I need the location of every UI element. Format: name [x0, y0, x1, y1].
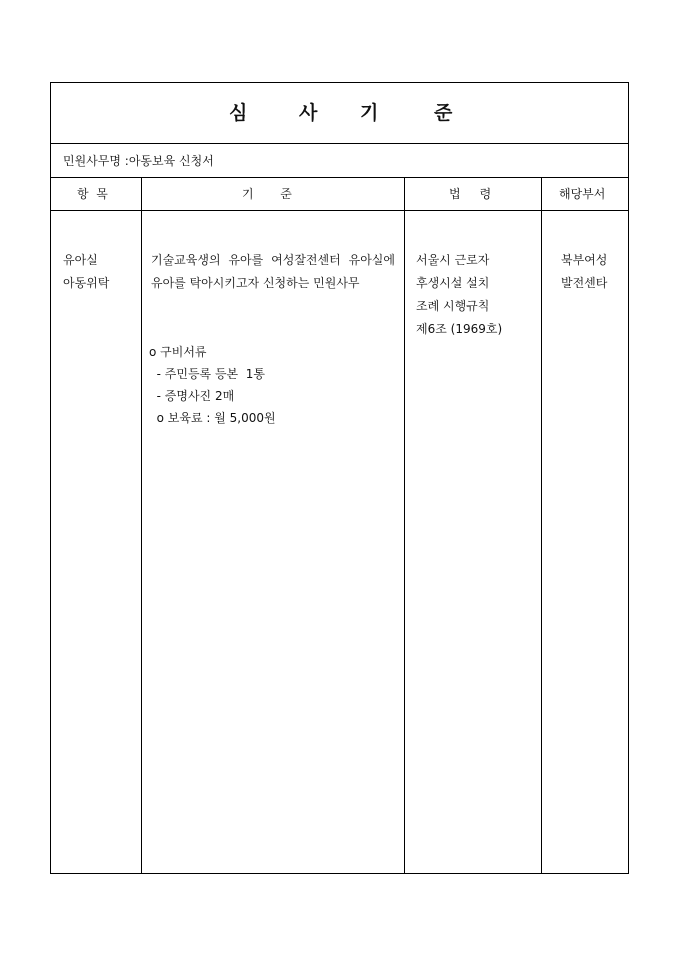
law-line-3: 조례 시행규칙: [416, 299, 490, 313]
title-char-2: 사: [299, 102, 318, 124]
column-divider-1: [141, 178, 142, 873]
document-item: - 주민등록 등본 1통: [149, 367, 265, 381]
civil-affair-line: [63, 153, 214, 169]
law-line-4: 제6조 (1969호): [416, 322, 503, 336]
title-char-3: 기: [360, 102, 379, 124]
law-line-1: 서울시 근로자: [416, 253, 490, 267]
civil-affair-label: 민원사무명: [63, 154, 121, 168]
criteria-text: 기술교육생의 유아를 여성잘전센터 유아실에 유아를 탁아시키고자 신청하는 민원사무: [151, 253, 395, 290]
civil-affair-row: [51, 144, 628, 178]
header-law: 법 령: [449, 187, 492, 201]
law-cell: [416, 249, 502, 341]
dept-cell: [561, 249, 607, 295]
item-line-2: 아동위탁: [63, 276, 110, 290]
required-documents-heading: o 구비서류: [149, 345, 207, 359]
civil-affair-separator: :: [124, 154, 129, 168]
review-criteria-form: [50, 82, 629, 874]
column-divider-3: [541, 178, 542, 873]
header-dept: 해당부서: [559, 187, 606, 201]
civil-affair-value: 아동보육 신청서: [128, 154, 214, 168]
law-line-2: 후생시설 설치: [416, 276, 490, 290]
title-char-4: 준: [434, 102, 453, 124]
document-item: - 증명사진 2매: [149, 389, 235, 403]
item-cell: [63, 249, 109, 295]
header-item: 항 목: [77, 187, 108, 201]
title-char-1: 심: [229, 102, 248, 124]
fee-item: o 보육료 : 월 5,000원: [149, 411, 276, 425]
required-documents-list: [149, 341, 276, 429]
item-line-1: 유아실: [63, 253, 98, 267]
header-criteria: 기 준: [242, 187, 292, 201]
dept-line-2: 발전센타: [561, 276, 608, 290]
title-row: [51, 83, 628, 144]
dept-line-1: 북부여성: [561, 253, 608, 267]
column-divider-2: [404, 178, 405, 873]
